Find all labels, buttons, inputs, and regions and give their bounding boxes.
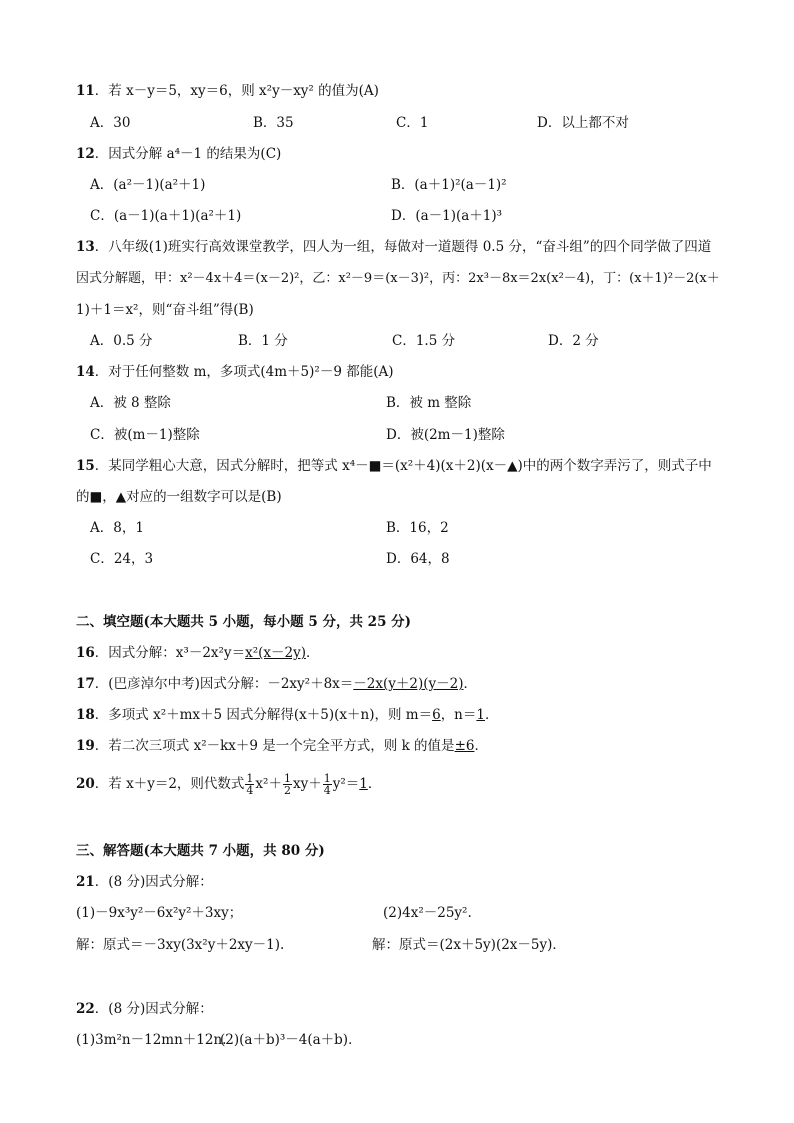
question-number: 20: [76, 776, 95, 792]
option-c: C．1: [396, 115, 429, 131]
question-14: [76, 363, 393, 381]
option-a: A．被 8 整除: [90, 395, 171, 411]
punctuation: ．: [474, 738, 488, 754]
question-text: ．多项式 x²＋mx＋5 因式分解得(x＋5)(x＋n)，则 m＝: [94, 707, 433, 723]
fraction: [323, 773, 332, 796]
question-16: [76, 644, 319, 662]
part-1: (1)3m²n－12mn＋12n.: [76, 1032, 227, 1048]
part-2: (2)4x²－25y².: [383, 905, 472, 921]
option-d: D．64，8: [386, 551, 450, 567]
part-1: (1)－9x³y²－6x²y²＋3xy；: [76, 905, 243, 921]
question-text: ．(巴彦淖尔中考)因式分解：－2xy²＋8x＝: [94, 676, 354, 692]
denominator: 4: [323, 784, 331, 797]
option-b: B．16，2: [386, 520, 449, 536]
option-d: D．(a－1)(a＋1)³: [391, 208, 503, 224]
question-22: [76, 1000, 213, 1018]
answer: 1: [476, 707, 485, 723]
punctuation: ．: [484, 707, 499, 723]
option-a: A．(a²－1)(a²＋1): [90, 177, 206, 193]
question-text: ．若 x＋y＝2，则代数式: [94, 776, 245, 792]
option-b: B．35: [253, 115, 294, 131]
solution-1: 解：原式＝－3xy(3x²y＋2xy－1).: [76, 937, 285, 953]
question-11: [76, 82, 379, 100]
option-b: B．(a＋1)²(a－1)²: [391, 177, 507, 193]
option-b: B．1 分: [238, 333, 288, 349]
question-number: 13: [76, 239, 95, 255]
question-21: [76, 873, 213, 891]
term: y²＝: [332, 776, 360, 792]
question-text-cont: 因式分解题，甲：x²－4x＋4＝(x－2)²，乙：x²－9＝(x－3)²，丙：2x³－8x＝2x(x²－4)，丁：(x＋1)²－2(x＋: [76, 271, 720, 286]
punctuation: ．: [463, 676, 477, 692]
question-text: ，n＝: [440, 707, 477, 723]
punctuation: ．: [367, 776, 382, 792]
question-text-cont: 的■，▲对应的一组数字可以是(B): [76, 489, 282, 505]
punctuation: ．: [305, 645, 320, 661]
denominator: 2: [283, 784, 291, 797]
question-15: [76, 457, 712, 475]
answer: 6: [432, 707, 441, 723]
question-number: 12: [76, 146, 95, 162]
numerator: 1: [283, 772, 291, 785]
option-d: D．2 分: [548, 333, 599, 349]
question-number: 15: [76, 458, 95, 474]
question-text: ．因式分解 a⁴－1 的结果为(C): [94, 146, 282, 162]
option-c: C．24，3: [90, 551, 154, 567]
part-2: (2)(a＋b)³－4(a＋b)．: [220, 1032, 362, 1048]
question-number: 11: [76, 83, 95, 99]
term: x²＋: [255, 776, 282, 792]
question-text: ．(8 分)因式分解：: [94, 874, 213, 890]
question-text: ．某同学粗心大意，因式分解时，把等式 x⁴－■＝(x²＋4)(x＋2)(x－▲)中的两个数字弄污了，则式子中: [94, 458, 712, 474]
option-d: D．被(2m－1)整除: [386, 427, 505, 443]
fraction: [283, 773, 292, 796]
term: xy＋: [292, 776, 322, 792]
option-a: A．8，1: [90, 520, 144, 536]
question-number: 22: [76, 1001, 95, 1017]
question-text: ．八年级(1)班实行高效课堂教学，四人为一组，每做对一道题得 0.5 分，“奋斗组”的四个同学做了四道: [94, 239, 712, 255]
solution-2: 解：原式＝(2x＋5y)(2x－5y)．: [372, 937, 566, 953]
option-c: C．被(m－1)整除: [90, 427, 200, 443]
numerator: 1: [246, 772, 254, 785]
question-number: 18: [76, 707, 95, 723]
question-number: 14: [76, 364, 95, 380]
denominator: 4: [246, 784, 254, 797]
question-number: 19: [76, 738, 95, 754]
question-17: [76, 675, 477, 693]
question-19: [76, 737, 488, 755]
question-number: 17: [76, 676, 95, 692]
option-a: A．0.5 分: [90, 333, 153, 349]
option-a: A．30: [90, 115, 131, 131]
question-text-cont: 1)＋1＝x²，则“奋斗组”得(B): [76, 302, 254, 318]
question-12: [76, 145, 281, 163]
question-text: ．(8 分)因式分解：: [94, 1001, 213, 1017]
section-heading: 三、解答题(本大题共 7 小题，共 80 分): [76, 843, 325, 859]
question-number: 21: [76, 874, 95, 890]
question-number: 16: [76, 645, 95, 661]
numerator: 1: [323, 772, 331, 785]
question-18: [76, 706, 498, 724]
fraction: [245, 773, 254, 796]
question-13: [76, 238, 711, 256]
question-text: ．因式分解：x³－2x²y＝: [94, 645, 246, 661]
option-b: B．被 m 整除: [386, 395, 472, 411]
answer: 1: [359, 776, 368, 792]
question-text: ．对于任何整数 m，多项式(4m＋5)²－9 都能(A): [94, 364, 394, 380]
question-20: [76, 770, 381, 798]
option-c: C．1.5 分: [392, 333, 456, 349]
section-heading: 二、填空题(本大题共 5 小题，每小题 5 分，共 25 分): [76, 614, 412, 630]
question-text: ．若 x－y＝5，xy＝6，则 x²y－xy² 的值为(A): [94, 83, 379, 99]
answer: x²(x－2y): [245, 645, 306, 661]
answer: ±6: [454, 738, 475, 754]
option-c: C．(a－1)(a＋1)(a²＋1): [90, 208, 242, 224]
option-d: D．以上都不对: [537, 115, 629, 131]
question-text: ．若二次三项式 x²－kx＋9 是一个完全平方式，则 k 的值是: [94, 738, 455, 754]
answer: －2x(y＋2)(y－2): [353, 676, 464, 692]
